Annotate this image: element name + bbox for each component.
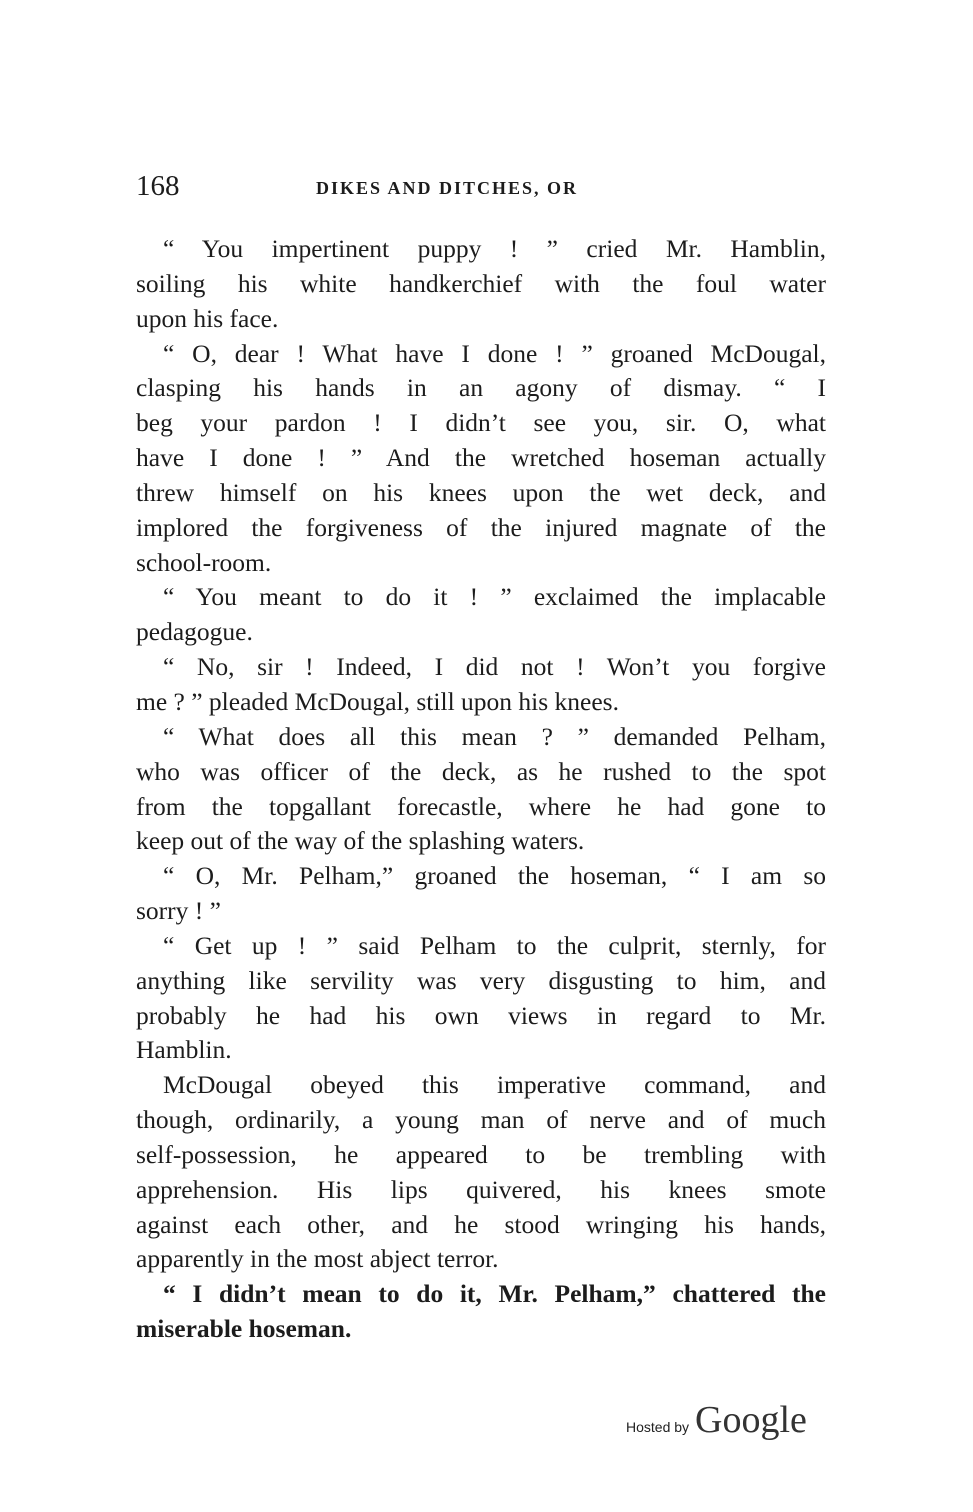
text-line: who was officer of the deck, as he rushed to the spot [136,756,826,786]
text-line: school-room. [136,547,272,577]
text-line: self-possession, he appeared to be trembling with [136,1139,826,1169]
text-line: anything like servility was very disgusting to him, and [136,965,826,995]
text-line: Hamblin. [136,1035,232,1065]
text-line: clasping his hands in an agony of dismay. “ I [136,373,826,403]
text-line: pedagogue. [136,617,253,647]
text-line: upon his face. [136,303,279,333]
text-line: “ Get up ! ” said Pelham to the culprit, sternly, for [163,930,826,960]
hosted-by-label: Hosted by [626,1419,690,1435]
text-line: “ You impertinent puppy ! ” cried Mr. Hamblin, [163,234,826,263]
running-title: DIKES AND DITCHES, OR [316,178,579,198]
text-line: “ I didn’t mean to do it, Mr. Pelham,” chattered the [163,1279,826,1309]
text-line: though, ordinarily, a young man of nerve and of much [136,1105,826,1135]
text-line: “ O, Mr. Pelham,” groaned the hoseman, “ I am so [163,861,826,891]
text-line: soiling his white handkerchief with the foul water [136,268,826,298]
page-number: 168 [136,170,180,202]
running-head [136,166,826,206]
text-line: from the topgallant forecastle, where he had gone to [136,791,826,821]
hosted-by-google-mark [626,1398,807,1442]
text-line: against each other, and he stood wringing his hands, [136,1209,826,1239]
text-line: miserable hoseman. [136,1314,352,1344]
text-line: McDougal obeyed this imperative command, and [163,1070,826,1100]
text-line: sorry ! ” [136,896,221,926]
text-line: beg your pardon ! I didn’t see you, sir. O, what [136,408,826,438]
text-line: “ O, dear ! What have I done ! ” groaned McDougal, [163,338,826,368]
text-line: “ You meant to do it ! ” exclaimed the implacable [163,582,826,612]
text-line: apparently in the most abject terror. [136,1244,499,1274]
text-line: “ What does all this mean ? ” demanded Pelham, [163,721,826,751]
text-line: probably he had his own views in regard to Mr. [136,1000,826,1030]
text-line: “ No, sir ! Indeed, I did not ! Won’t you forgive [163,652,826,682]
body-text [136,232,826,1347]
text-line: threw himself on his knees upon the wet deck, and [136,477,826,507]
text-line: implored the forgiveness of the injured magnate of the [136,512,826,542]
google-logo: Google [695,1399,807,1441]
text-line: have I done ! ” And the wretched hoseman actually [136,443,826,473]
text-line: keep out of the way of the splashing waters. [136,826,585,856]
text-line: me ? ” pleaded McDougal, still upon his knees. [136,686,619,716]
text-line: apprehension. His lips quivered, his knees smote [136,1174,826,1204]
